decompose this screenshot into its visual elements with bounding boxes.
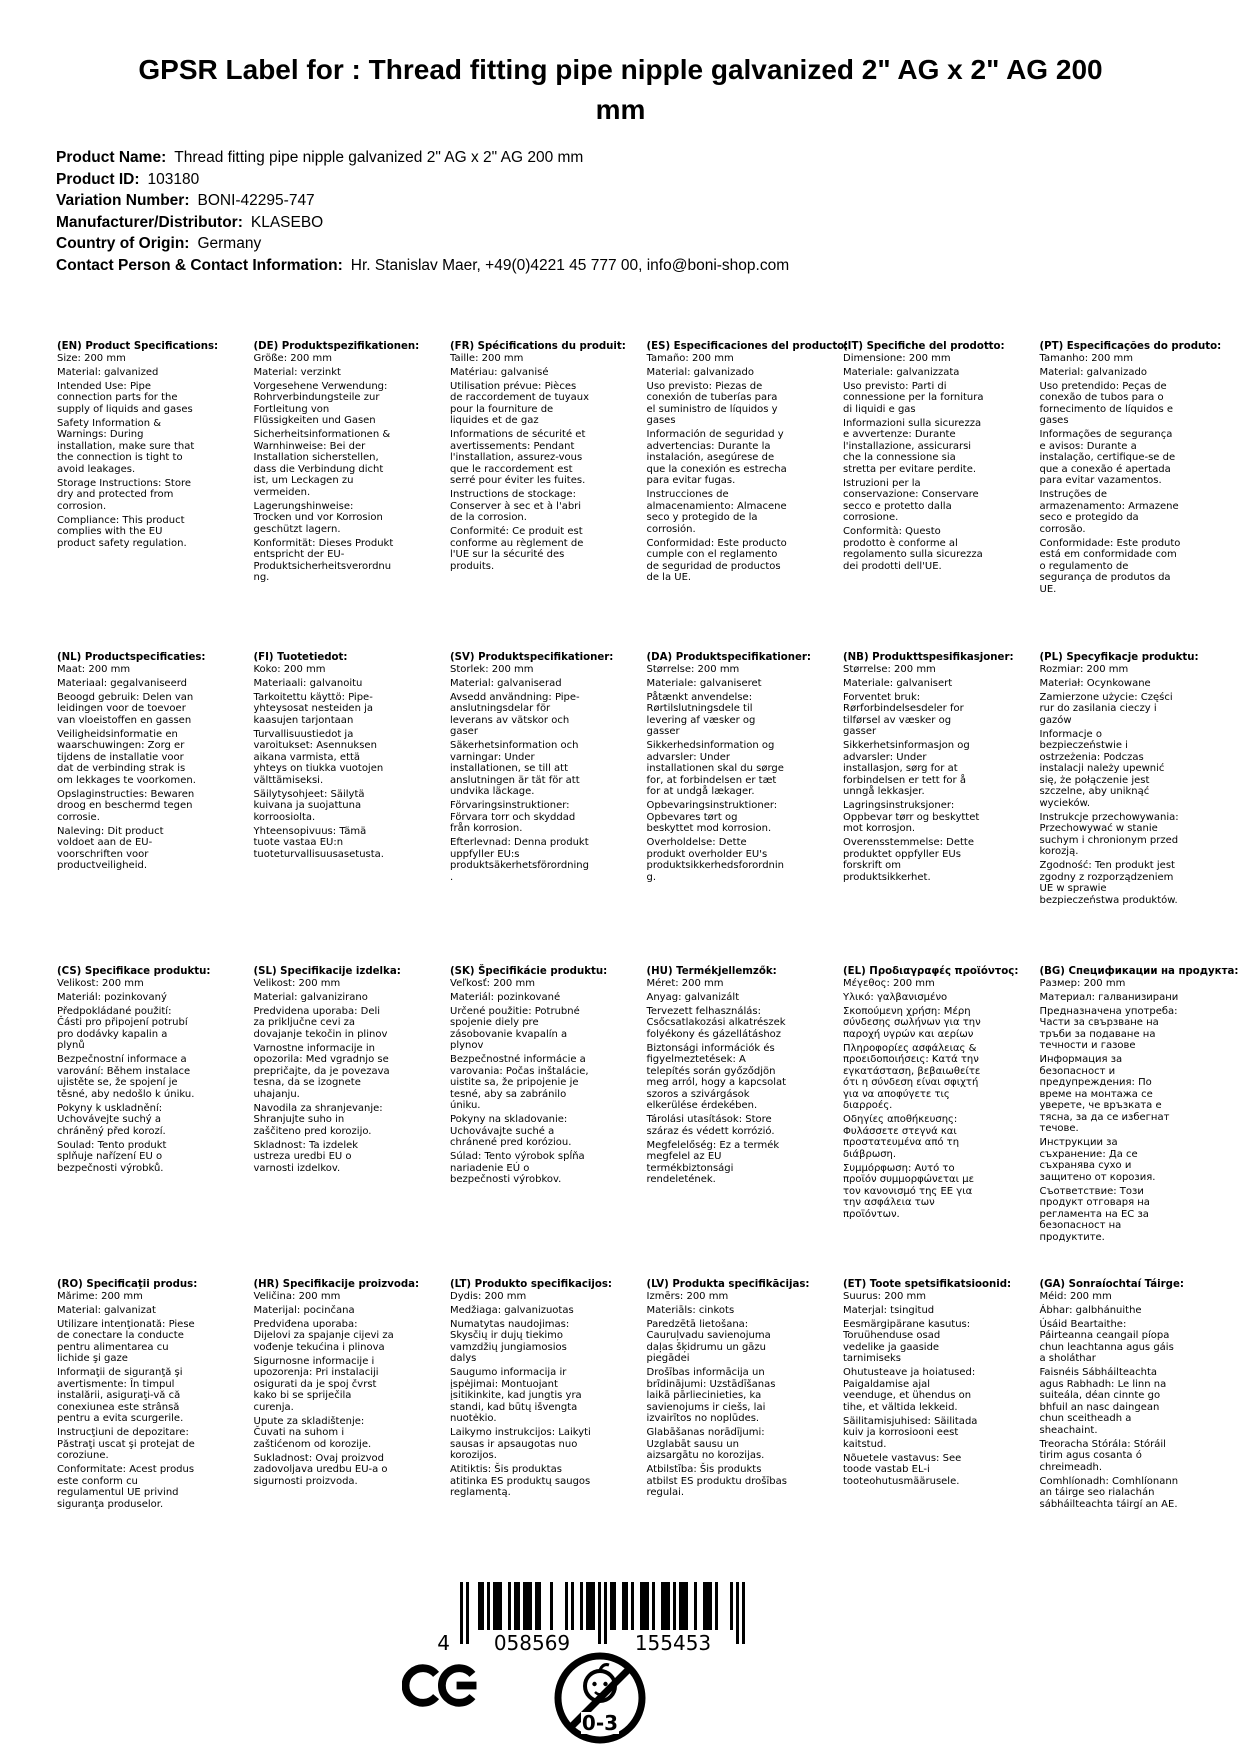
- lang-paragraph: Bezpečnostní informace a varování: Během instalace ujistěte se, že spojení je těsné, aby nedošlo k úniku.: [57, 1054, 195, 1100]
- lang-paragraph: Opslaginstructies: Bewaren droog en beschermd tegen corrosie.: [57, 788, 195, 823]
- lang-paragraph: Säilytysohjeet: Säilytä kuivana ja suojattuna korroosiolta.: [253, 788, 365, 823]
- language-grid: [57, 341, 1239, 1513]
- lang-paragraph: Sukladnost: Ovaj proizvod zadovoljava uredbu EU-a o sigurnosti proizvoda.: [253, 1452, 388, 1487]
- lang-paragraph: Uso previsto: Piezas de conexión de tuberías para el suministro de líquidos y gases: [646, 380, 778, 426]
- lang-paragraph: Material: galvaniserad: [450, 677, 562, 689]
- lang-paragraph: Yhteensopivuus: Tämä tuote vastaa EU:n tuoteturvallisuusasetusta.: [253, 825, 384, 860]
- info-value: Germany: [197, 235, 262, 252]
- lang-paragraph: Size: 200 mm: [57, 352, 126, 364]
- lang-heading: (EN) Product Specifications:: [57, 341, 219, 352]
- lang-heading: (PT) Especificações do produto:: [1039, 341, 1222, 352]
- lang-paragraph: Safety Information & Warnings: During installation, make sure that the connection is tight to avoid leakages.: [57, 417, 195, 475]
- lang-block-hu: [647, 966, 844, 1279]
- lang-paragraph: Koko: 200 mm: [253, 663, 326, 675]
- lang-block-lv: [647, 1279, 844, 1513]
- lang-paragraph: Konformität: Dieses Produkt entspricht der EU-Produktsicherheitsverordnung.: [253, 537, 394, 583]
- lang-paragraph: Υλικό: γαλβανισμένο: [843, 991, 948, 1003]
- lang-paragraph: Atitiktis: Šis produktas atitinka ES produktų saugos reglamentą.: [450, 1464, 591, 1498]
- info-row: [56, 190, 789, 212]
- lang-paragraph: Upute za skladištenje: Čuvati na suhom i zaštićenom od korozije.: [253, 1415, 372, 1450]
- lang-paragraph: Инструкции за съхранение: Да се съхранява сухо и защитено от корозия.: [1039, 1137, 1156, 1183]
- lang-paragraph: Tarkoitettu käyttö: Pipe-yhteysosat nesteiden ja kaasujen tarjontaan: [253, 691, 373, 726]
- lang-block-et: [843, 1279, 1040, 1513]
- lang-heading: (RO) Specificaţii produs:: [57, 1279, 198, 1290]
- lang-paragraph: Conformidade: Este produto está em conformidade com o regulamento de segurança de produtos da UE.: [1039, 537, 1181, 595]
- info-value: BONI-42295-747: [197, 192, 315, 209]
- lang-heading: (PL) Specyfikacje produktu:: [1039, 652, 1199, 663]
- lang-paragraph: Zgodność: Ten produkt jest zgodny z rozporządzeniem UE w sprawie bezpieczeństwa produktów.: [1039, 860, 1178, 906]
- lang-paragraph: Predviđena uporaba: Dijelovi za spajanje cijevi za vođenje tekućina i plinova: [253, 1318, 394, 1353]
- lang-paragraph: Sikkerhetsinformasjon og advarsler: Under installasjon, sørg for at forbindelsen er tett for å unngå lekkasjer.: [843, 740, 970, 797]
- lang-paragraph: Conformidad: Este producto cumple con el reglamento de seguridad de productos de la UE.: [646, 537, 787, 583]
- lang-paragraph: Matériau: galvanisé: [450, 366, 549, 378]
- lang-paragraph: Förvaringsinstruktioner: Förvara torr och skyddad från korrosion.: [450, 800, 576, 834]
- lang-paragraph: Materiale: galvanizzata: [843, 366, 960, 378]
- lang-paragraph: Efterlevnad: Denna produkt uppfyller EU:s produktsäkerhetsförordning.: [450, 837, 589, 883]
- info-row: [56, 147, 789, 169]
- info-label: Contact Person & Contact Information:: [56, 256, 343, 274]
- lang-heading: (GA) Sonraíochtaí Táirge:: [1039, 1279, 1184, 1290]
- lang-paragraph: Utilizare intenţionată: Piese de conectare la conducte pentru alimentarea cu lichide şi gaze: [57, 1318, 195, 1364]
- lang-paragraph: Pokyny na skladovanie: Uchovávajte suché a chránené pred koróziou.: [450, 1114, 572, 1148]
- lang-paragraph: Materiaal: gegalvaniseerd: [57, 677, 188, 689]
- lang-paragraph: Nõuetele vastavus: See toode vastab EL-i tooteohutusmäärusele.: [843, 1452, 962, 1487]
- lang-paragraph: Soulad: Tento produkt splňuje nařízení EU o bezpečnosti výrobků.: [57, 1139, 167, 1174]
- lang-paragraph: Velikost: 200 mm: [57, 977, 144, 989]
- lang-paragraph: Utilisation prévue: Pièces de raccordement de tuyaux pour la fourniture de liquides et de gaz: [450, 380, 590, 426]
- lang-paragraph: Tervezett felhasználás: Csőcsatlakozási alkatrészek folyékony és gázellátáshoz: [646, 1005, 786, 1040]
- lang-paragraph: Размер: 200 mm: [1039, 977, 1126, 989]
- lang-paragraph: Faisnéis Sábháilteachta agus Rabhadh: Le linn na suiteála, déan cinnte go bhfuil an nasc daingean chun sceitheadh a sheachaint.: [1039, 1367, 1167, 1436]
- lang-paragraph: Avsedd användning: Pipe-anslutningsdelar för leverans av vätskor och gaser: [450, 691, 580, 737]
- lang-block-pl: [1040, 652, 1237, 966]
- lang-paragraph: Skladnost: Ta izdelek ustreza uredbi EU o varnosti izdelkov.: [253, 1139, 359, 1174]
- lang-paragraph: Predvidena uporaba: Deli za priključne cevi za dovajanje tekočin in plinov: [253, 1005, 388, 1040]
- lang-paragraph: Materjal: tsingitud: [843, 1304, 935, 1316]
- lang-paragraph: Dydis: 200 mm: [450, 1290, 527, 1302]
- lang-block-es: [646, 341, 849, 652]
- lang-paragraph: Mărime: 200 mm: [57, 1290, 143, 1302]
- lang-block-pt: [1040, 341, 1237, 652]
- info-label: Manufacturer/Distributor:: [56, 213, 243, 231]
- lang-paragraph: Opbevaringsinstruktioner: Opbevares tørt og beskyttet mod korrosion.: [646, 800, 778, 834]
- lang-paragraph: Instructions de stockage: Conserver à sec et à l'abri de la corrosion.: [450, 489, 582, 523]
- lang-paragraph: Material: galvanizat: [57, 1304, 156, 1316]
- lang-paragraph: Información de seguridad y advertencias: Durante la instalación, asegúrese de que la conexión es estrecha para evitar fugas.: [646, 429, 787, 486]
- lang-heading: (HU) Termékjellemzők:: [646, 966, 777, 977]
- ean13-barcode: [430, 1582, 748, 1660]
- info-label: Product Name:: [56, 149, 167, 166]
- lang-heading: (SV) Produktspecifikationer:: [450, 652, 614, 663]
- lang-paragraph: Größe: 200 mm: [253, 352, 333, 364]
- lang-block-cs: [57, 966, 254, 1279]
- info-value: Thread fitting pipe nipple galvanized 2" AG x 2" AG 200 mm: [174, 149, 584, 166]
- lang-paragraph: Dimensione: 200 mm: [843, 352, 951, 364]
- baby-hair-curl: [600, 1665, 609, 1670]
- lang-heading: (HR) Specifikacije proizvoda:: [253, 1279, 420, 1290]
- lang-heading: (NL) Productspecificaties:: [57, 652, 206, 663]
- lang-paragraph: Sikkerhedsinformation og advarsler: Under installationen skal du sørge for, at forbindelsen er tæt for at undgå lækager.: [646, 740, 784, 797]
- lang-paragraph: Vorgesehene Verwendung: Rohrverbindungsteile zur Fortleitung von Flüssigkeiten und Gasen: [253, 380, 388, 426]
- lang-paragraph: Material: galvanizado: [646, 366, 754, 378]
- lang-paragraph: Påtænkt anvendelse: Rørtilslutningsdele til levering af væsker og gasser: [646, 691, 756, 737]
- lang-paragraph: Sicherheitsinformationen & Warnhinweise: Bei der Installation sicherstellen, dass die Verbindung dicht ist, um Leckagen zu vermeiden.: [253, 429, 391, 498]
- lang-paragraph: Informações de segurança e avisos: Durante a instalação, certifique-se de que a conexão é apertada para evitar vazamentos.: [1039, 429, 1176, 486]
- lang-paragraph: Σκοπούμενη χρήση: Μέρη σύνδεσης σωλήνων για την παροχή υγρών και αερίων: [843, 1005, 981, 1040]
- lang-block-sk: [450, 966, 647, 1279]
- lang-block-nl: [57, 652, 254, 966]
- lang-paragraph: Materiale: galvaniseret: [646, 677, 762, 689]
- lang-paragraph: Izmērs: 200 mm: [646, 1290, 729, 1302]
- lang-paragraph: Ohutusteave ja hoiatused: Paigaldamise ajal veenduge, et ühendus on tihe, et vältida lekkeid.: [843, 1367, 976, 1413]
- lang-paragraph: Zamierzone użycie: Części rur do zasilania cieczy i gazów: [1039, 691, 1173, 726]
- lang-paragraph: Instrukcje przechowywania: Przechowywać w stanie suchym i chronionym przed korozją.: [1039, 811, 1179, 857]
- lang-heading: (ET) Toote spetsifikatsioonid:: [843, 1279, 1012, 1290]
- svg-text:155453: 155453: [634, 1631, 712, 1655]
- lang-heading: (BG) Спецификации на продукта:: [1039, 966, 1239, 977]
- lang-paragraph: Lagringsinstruksjoner: Oppbevar tørr og beskyttet mot korrosjon.: [843, 800, 980, 834]
- lang-paragraph: Suurus: 200 mm: [843, 1290, 926, 1302]
- lang-paragraph: Saugumo informacija ir įspėjimai: Montuojant įsitikinkite, kad jungtis yra standi, kad būtų išvengta nuotėkio.: [450, 1367, 582, 1424]
- lang-paragraph: Pokyny k uskladnění: Uchovávejte suchý a chráněný před korozí.: [57, 1102, 166, 1137]
- lang-paragraph: Velikost: 200 mm: [253, 977, 341, 989]
- lang-block-de: [254, 341, 451, 652]
- info-row: [56, 255, 789, 277]
- lang-paragraph: Paredzētā lietošana: Cauruļvadu savienojuma daļas šķidrumu un gāzu piegādei: [646, 1318, 771, 1364]
- svg-text:4: 4: [437, 1631, 450, 1655]
- lang-paragraph: Informacje o bezpieczeństwie i ostrzeżenia: Podczas instalacji należy upewnić się, że połączenie jest szczelne, aby uniknąć wycieków.: [1039, 728, 1165, 809]
- lang-heading: (CS) Specifikace produktu:: [57, 966, 211, 977]
- lang-block-el: [843, 966, 1040, 1279]
- lang-paragraph: Medžiaga: galvanizuotas: [450, 1304, 574, 1316]
- lang-heading: (FR) Spécifications du produit:: [450, 341, 626, 352]
- lang-paragraph: Compliance: This product complies with the EU product safety regulation.: [57, 514, 187, 549]
- lang-paragraph: Méid: 200 mm: [1039, 1290, 1112, 1302]
- lang-paragraph: Veličina: 200 mm: [253, 1290, 341, 1302]
- lang-paragraph: Navodila za shranjevanje: Shranjujte suho in zaščiteno pred korozijo.: [253, 1102, 383, 1137]
- lang-paragraph: Conformitate: Acest produs este conform cu regulamentul UE privind siguranţa produselor.: [57, 1464, 195, 1510]
- lang-paragraph: Συμμόρφωση: Αυτό το προϊόν συμμορφώνεται με τον κανονισμό της ΕΕ για την ασφάλεια των προϊόντων.: [843, 1162, 974, 1220]
- lang-paragraph: Intended Use: Pipe connection parts for the supply of liquids and gases: [57, 380, 193, 415]
- age-warning-label: 0-3: [581, 1711, 619, 1735]
- info-label: Product ID:: [56, 170, 140, 188]
- lang-heading: (FI) Tuotetiedot:: [253, 652, 348, 663]
- lang-paragraph: Instrucţiuni de depozitare: Păstraţi uscat şi protejat de coroziune.: [57, 1427, 195, 1461]
- lang-paragraph: Anyag: galvanizált: [646, 991, 740, 1003]
- lang-paragraph: Materiál: pozinkovaný: [57, 991, 167, 1003]
- lang-heading: (SL) Specifikacije izdelka:: [253, 966, 401, 977]
- lang-paragraph: Materiāls: cinkots: [646, 1304, 735, 1316]
- lang-paragraph: Material: galvanizado: [1039, 366, 1147, 378]
- lang-paragraph: Méret: 200 mm: [646, 977, 724, 989]
- lang-paragraph: Instruções de armazenamento: Armazene seco e protegido da corrosão.: [1039, 489, 1179, 535]
- lang-heading: (ES) Especificaciones del producto:: [646, 341, 849, 352]
- page-title: GPSR Label for : Thread fitting pipe nipple galvanized 2" AG x 2" AG 200 mm: [138, 54, 1103, 125]
- lang-paragraph: Veľkosť: 200 mm: [450, 977, 535, 989]
- lang-heading: (EL) Προδιαγραφές προϊόντος:: [843, 966, 1019, 977]
- lang-paragraph: Materiál: pozinkované: [450, 991, 561, 1003]
- lang-paragraph: Předpokládané použití: Části pro připojení potrubí pro dodávky kapalin a plynů: [57, 1005, 188, 1051]
- lang-paragraph: Material: galvanized: [57, 366, 159, 378]
- svg-text:058569: 058569: [493, 1631, 571, 1655]
- lang-heading: (LT) Produkto specifikacijos:: [450, 1279, 612, 1290]
- lang-paragraph: Maat: 200 mm: [57, 663, 131, 675]
- info-value: Hr. Stanislav Maer, +49(0)4221 45 777 00, info@boni-shop.com: [350, 256, 790, 274]
- lang-paragraph: Størrelse: 200 mm: [843, 663, 936, 675]
- info-row: [56, 233, 789, 255]
- lang-paragraph: Glabāšanas norādījumi: Uzglabāt sausu un aizsargātu no korozijas.: [646, 1427, 765, 1461]
- lang-paragraph: Numatytas naudojimas: Skysčių ir dujų tiekimo vamzdžių jungiamosios dalys: [450, 1318, 570, 1364]
- lang-block-sl: [254, 966, 451, 1279]
- lang-block-fr: [450, 341, 647, 652]
- lang-block-ga: [1040, 1279, 1237, 1513]
- ce-letter-c: [406, 1668, 437, 1703]
- lang-paragraph: Atbilstība: Šis produkts atbilst ES produktu drošības regulai.: [646, 1464, 787, 1498]
- lang-paragraph: Πληροφορίες ασφάλειας & προειδοποιήσεις: Κατά την εγκατάσταση, βεβαιωθείτε ότι η σύνδεση είναι σφιχτή για να αποφύγετε τις διαρροές.: [843, 1042, 981, 1111]
- lang-heading: (LV) Produkta specifikācijas:: [646, 1279, 810, 1290]
- lang-paragraph: Materiale: galvanisert: [843, 677, 953, 689]
- lang-paragraph: Varnostne informacije in opozorila: Med vgradnjo se prepričajte, da je povezava tesna, da se izognete uhajanju.: [253, 1042, 390, 1100]
- lang-paragraph: Megfelelőség: Ez a termék megfelel az EU termékbiztonsági rendeletének.: [646, 1139, 780, 1185]
- lang-paragraph: Uso previsto: Parti di connessione per la fornitura di liquidi e gas: [843, 380, 984, 415]
- lang-block-en: [57, 341, 254, 652]
- lang-block-nb: [843, 652, 1040, 966]
- info-row: [56, 169, 789, 191]
- info-value: 103180: [147, 170, 200, 188]
- info-label: Variation Number:: [56, 192, 190, 209]
- lang-paragraph: Určené použitie: Potrubné spojenie diely pre zásobovanie kvapalín a plynov: [450, 1005, 580, 1051]
- lang-block-hr: [254, 1279, 451, 1513]
- lang-paragraph: Laikymo instrukcijos: Laikyti sausas ir apsaugotas nuo korozijos.: [450, 1427, 591, 1461]
- info-row: [56, 212, 789, 234]
- lang-paragraph: Storage Instructions: Store dry and protected from corrosion.: [57, 477, 192, 512]
- lang-paragraph: Størrelse: 200 mm: [646, 663, 740, 675]
- lang-paragraph: Beoogd gebruik: Delen van leidingen voor de toevoer van vloeistoffen en gassen: [57, 691, 194, 726]
- lang-heading: (DA) Produktspecifikationer:: [646, 652, 811, 663]
- lang-paragraph: Οδηγίες αποθήκευσης: Φυλάσσετε στεγνά και προστατευμένα από τη διάβρωση.: [843, 1114, 960, 1160]
- lang-paragraph: Informaţii de siguranţă şi avertismente: În timpul instalării, asiguraţi-vă că conexiunea este strânsă pentru a evita scurgerile.: [57, 1367, 184, 1424]
- lang-paragraph: Turvallisuustiedot ja varoitukset: Asennuksen aikana varmista, että yhteys on tiukka vuotojen välttämiseksi.: [253, 728, 384, 786]
- lang-block-it: [843, 341, 1040, 652]
- lang-paragraph: Taille: 200 mm: [450, 352, 524, 364]
- lang-paragraph: Naleving: Dit product voldoet aan de EU-voorschriften voor productveiligheid.: [57, 825, 164, 871]
- lang-paragraph: Úsáid Beartaithe: Páirteanna ceangail píopa chun leachtanna agus gáis a sholáthar: [1039, 1318, 1174, 1364]
- lang-paragraph: Μέγεθος: 200 mm: [843, 977, 935, 989]
- product-info: [56, 147, 789, 276]
- lang-paragraph: Tamaño: 200 mm: [646, 352, 734, 364]
- lang-paragraph: Overensstemmelse: Dette produktet oppfyller EUs forskrift om produktsikkerhet.: [843, 837, 974, 883]
- lang-paragraph: Uso pretendido: Peças de conexão de tubos para o fornecimento de líquidos e gases: [1039, 380, 1173, 426]
- lang-paragraph: Conformità: Questo prodotto è conforme al regolamento sulla sicurezza dei prodotti dell'UE.: [843, 526, 983, 572]
- lang-paragraph: Istruzioni per la conservazione: Conservare secco e protetto dalla corrosione.: [843, 477, 979, 523]
- lang-heading: (DE) Produktspezifikationen:: [253, 341, 420, 352]
- lang-paragraph: Rozmiar: 200 mm: [1039, 663, 1129, 675]
- lang-paragraph: Tamanho: 200 mm: [1039, 352, 1134, 364]
- lang-paragraph: Material: galvanizirano: [253, 991, 368, 1003]
- lang-paragraph: Biztonsági információk és figyelmeztetések: A telepítés során győződjön meg arról, hogy a kapcsolat szoros a szivárgások elkerülése érdekében.: [646, 1042, 787, 1111]
- ce-mark: [402, 1663, 480, 1712]
- lang-paragraph: Informations de sécurité et avertissements: Pendant l'installation, assurez-vous que le raccordement est serré pour éviter les fuites.: [450, 429, 586, 486]
- lang-paragraph: Materiaali: galvanoitu: [253, 677, 363, 689]
- lang-paragraph: Materijal: pocinčana: [253, 1304, 355, 1316]
- lang-paragraph: Предназначена употреба: Части за свързване на тръби за подаване на течности и газове: [1039, 1005, 1178, 1051]
- lang-block-bg: [1040, 966, 1237, 1279]
- lang-paragraph: Material: verzinkt: [253, 366, 341, 378]
- lang-paragraph: Lagerungshinweise: Trocken und vor Korrosion geschützt lagern.: [253, 500, 383, 535]
- lang-paragraph: Storlek: 200 mm: [450, 663, 534, 675]
- lang-paragraph: Forventet bruk: Rørforbindelsesdeler for tilførsel av væsker og gasser: [843, 691, 964, 737]
- lang-paragraph: Säilitamisjuhised: Säilitada kuiv ja korrosiooni eest kaitstud.: [843, 1415, 978, 1450]
- lang-paragraph: Overholdelse: Dette produkt overholder EU's produktsikkerhedsforordning.: [646, 837, 784, 883]
- lang-paragraph: Ábhar: galbhánuithe: [1039, 1304, 1142, 1316]
- lang-paragraph: Eesmärgipärane kasutus: Toruühenduse osad vedelike ja gaaside tarnimiseks: [843, 1318, 971, 1364]
- lang-paragraph: Съответствие: Този продукт отговаря на регламента на ЕС за безопасност на продуктите.: [1039, 1185, 1150, 1243]
- lang-paragraph: Tárolási utasítások: Store száraz és védett korrózió.: [646, 1114, 775, 1137]
- lang-paragraph: Информация за безопасност и предупреждения: По време на монтажа се уверете, че връзката е тясна, за да се избегнат течове.: [1039, 1054, 1170, 1134]
- lang-paragraph: Comhlíonadh: Comhlíonann an táirge seo rialachán sábháilteachta táirgí an AE.: [1039, 1475, 1179, 1510]
- lang-paragraph: Materiał: Ocynkowane: [1039, 677, 1151, 689]
- info-label: Country of Origin:: [56, 235, 190, 252]
- lang-paragraph: Informazioni sulla sicurezza e avvertenze: Durante l'installazione, assicurarsi che la connessione sia stretta per evitare perdite.: [843, 417, 982, 475]
- lang-paragraph: Säkerhetsinformation och varningar: Under installationen, se till att anslutningen är tät för att undvika läckage.: [450, 740, 580, 797]
- lang-heading: (NB) Produkttspesifikasjoner:: [843, 652, 1014, 663]
- lang-paragraph: Conformité: Ce produit est conforme au règlement de l'UE sur la sécurité des produits.: [450, 526, 584, 572]
- lang-paragraph: Материал: галванизирани: [1039, 991, 1179, 1003]
- lang-paragraph: Treoracha Stórála: Stóráil tirim agus cosanta ó chreimeadh.: [1039, 1438, 1166, 1473]
- lang-paragraph: Sigurnosne informacije i upozorenja: Pri instalaciji osigurati da je spoj čvrst kako bi se spriječila curenja.: [253, 1355, 379, 1413]
- lang-paragraph: Súlad: Tento výrobok spĺňa nariadenie EÚ o bezpečnosti výrobkov.: [450, 1151, 585, 1185]
- lang-block-lt: [450, 1279, 647, 1513]
- lang-block-sv: [450, 652, 647, 966]
- info-value: KLASEBO: [250, 213, 324, 231]
- lang-block-fi: [254, 652, 451, 966]
- lang-block-ro: [57, 1279, 254, 1513]
- age-warning-symbol: [552, 1650, 648, 1750]
- lang-paragraph: Instrucciones de almacenamiento: Almacene seco y protegido de la corrosión.: [646, 489, 787, 535]
- lang-paragraph: Bezpečnostné informácie a varovania: Počas inštalácie, uistite sa, že pripojenie je tesné, aby sa zabránilo úniku.: [450, 1054, 589, 1111]
- lang-paragraph: Veiligheidsinformatie en waarschuwingen: Zorg er tijdens de installatie voor dat de verbinding strak is om lekkages te voorkomen.: [57, 728, 196, 786]
- lang-heading: (SK) Špecifikácie produktu:: [450, 966, 608, 977]
- lang-paragraph: Drošības informācija un brīdinājumi: Uzstādīšanas laikā pārliecinieties, ka savienojums ir ciešs, lai izvairītos no noplūdes.: [646, 1367, 776, 1424]
- lang-block-da: [647, 652, 844, 966]
- lang-heading: (IT) Specifiche del prodotto:: [843, 341, 1005, 352]
